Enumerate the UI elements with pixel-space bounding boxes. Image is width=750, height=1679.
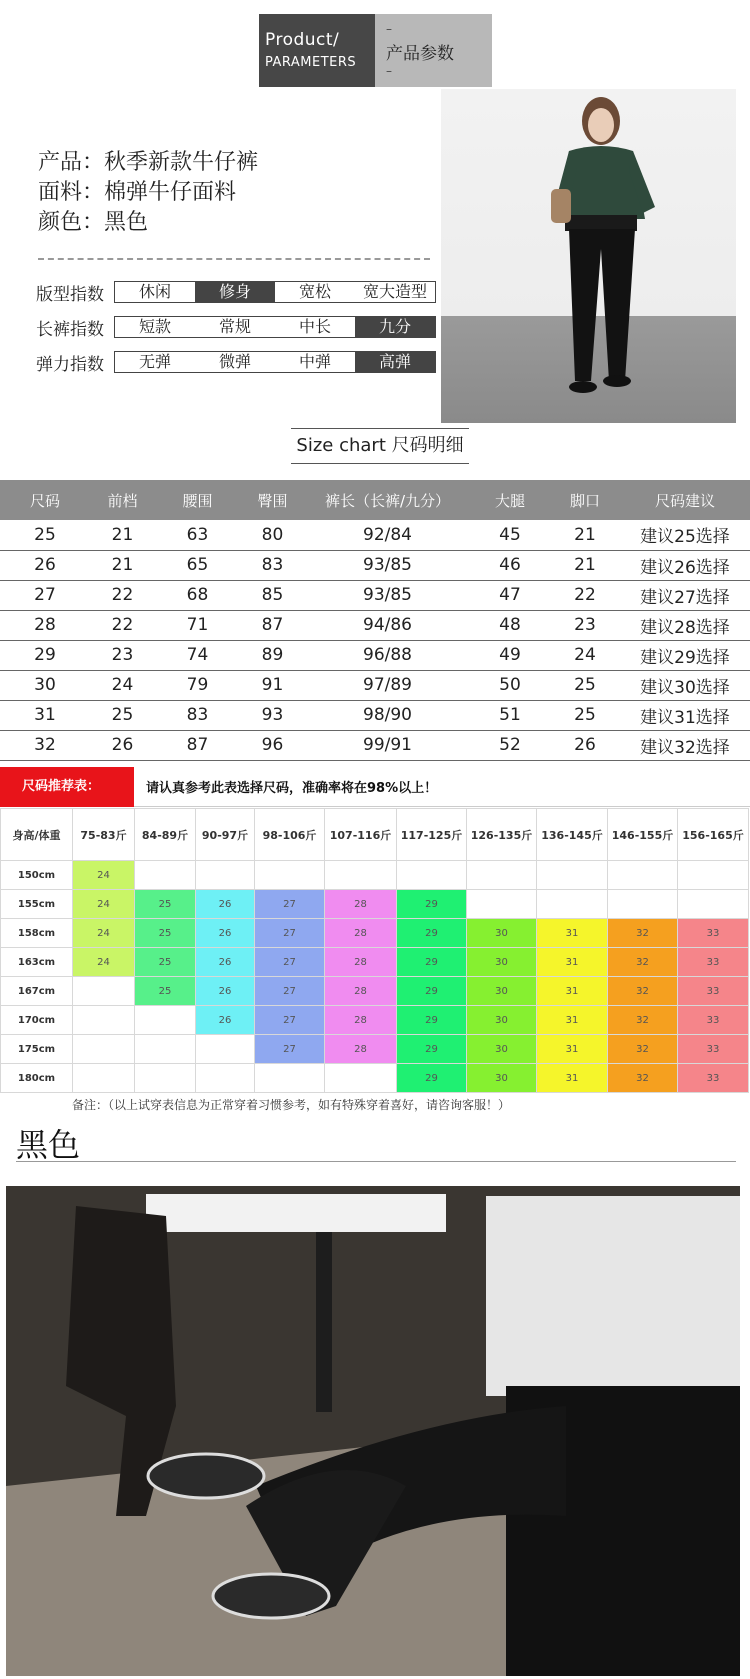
index-option: 短款	[138, 317, 171, 336]
recommend-size-cell: 26	[196, 890, 255, 919]
recommend-size-cell: 33	[678, 919, 749, 948]
recommend-size-cell	[467, 890, 537, 919]
recommend-size-cell: 27	[255, 919, 325, 948]
recommend-corner-cell: 身高/体重	[1, 809, 73, 861]
size-table-cell: 80	[240, 520, 305, 550]
size-table-cell: 27	[0, 580, 90, 610]
size-table-cell: 建议26选择	[620, 550, 750, 580]
size-table-cell: 92/84	[305, 520, 470, 550]
size-table	[0, 480, 750, 761]
recommend-size-cell: 32	[608, 977, 678, 1006]
table-row	[0, 730, 750, 760]
size-table-cell: 51	[470, 700, 550, 730]
recommend-size-cell	[73, 1006, 135, 1035]
size-table-cell: 24	[90, 670, 155, 700]
recommend-size-cell: 30	[467, 1035, 537, 1064]
recommend-size-cell	[255, 861, 325, 890]
recommend-weight-header: 156-165斤	[678, 809, 749, 861]
size-table-cell: 94/86	[305, 610, 470, 640]
size-table-cell: 98/90	[305, 700, 470, 730]
recommend-size-cell: 27	[255, 1035, 325, 1064]
table-row	[0, 640, 750, 670]
size-table-cell: 49	[470, 640, 550, 670]
recommend-size-cell	[325, 1064, 397, 1093]
header-en-line2: PARAMETERS	[265, 55, 357, 70]
recommend-size-cell: 33	[678, 948, 749, 977]
index-row-label: 版型指数	[36, 284, 104, 305]
recommend-banner-label: 尺码推荐表：	[0, 767, 134, 807]
recommend-size-cell: 31	[537, 1006, 608, 1035]
size-table-cell: 97/89	[305, 670, 470, 700]
index-row-label: 长裤指数	[36, 319, 104, 340]
size-table-cell: 25	[90, 700, 155, 730]
index-option: 宽大造型	[362, 282, 427, 301]
recommend-size-cell: 31	[537, 919, 608, 948]
recommend-size-cell: 26	[196, 1006, 255, 1035]
recommend-size-cell: 32	[608, 1064, 678, 1093]
recommend-size-cell: 29	[397, 977, 467, 1006]
recommend-size-cell: 24	[73, 861, 135, 890]
size-table-cell: 22	[90, 610, 155, 640]
model-figure	[441, 89, 736, 423]
index-option: 休闲	[138, 282, 171, 301]
size-table-cell: 31	[0, 700, 90, 730]
recommend-size-cell: 31	[537, 977, 608, 1006]
recommend-weight-header: 98-106斤	[255, 809, 325, 861]
recommend-size-cell: 25	[135, 919, 196, 948]
size-table-cell: 91	[240, 670, 305, 700]
recommend-header-row	[1, 809, 749, 861]
header-en-line1: Product/	[265, 30, 340, 50]
size-table-cell: 25	[550, 670, 620, 700]
color-heading: 黑色	[16, 1126, 81, 1164]
size-table-cell: 68	[155, 580, 240, 610]
recommend-size-cell	[397, 861, 467, 890]
index-option: 微弹	[218, 352, 251, 371]
recommend-size-cell: 30	[467, 919, 537, 948]
index-option: 中长	[298, 317, 331, 336]
header-dash-bottom: –	[386, 64, 392, 78]
header-dash-top: –	[386, 22, 392, 36]
size-table-cell: 26	[0, 550, 90, 580]
size-table-header-cell: 尺码	[0, 480, 90, 520]
size-table-cell: 25	[0, 520, 90, 550]
recommend-size-cell: 33	[678, 977, 749, 1006]
recommend-size-cell: 30	[467, 1006, 537, 1035]
table-row	[0, 700, 750, 730]
recommend-size-cell	[608, 890, 678, 919]
recommend-weight-header: 75-83斤	[73, 809, 135, 861]
recommend-height-cell: 150cm	[1, 861, 73, 890]
info-divider	[38, 258, 430, 260]
recommend-size-cell	[73, 1064, 135, 1093]
header-cn-label: 产品参数	[386, 44, 454, 64]
recommend-size-cell: 25	[135, 977, 196, 1006]
parameters-header	[259, 14, 492, 87]
product-name: 产品：秋季新款牛仔裤	[38, 150, 259, 175]
recommend-size-cell: 25	[135, 890, 196, 919]
size-table-cell: 23	[90, 640, 155, 670]
recommend-size-cell: 24	[73, 948, 135, 977]
size-table-cell: 83	[240, 550, 305, 580]
size-table-cell: 建议29选择	[620, 640, 750, 670]
size-table-cell: 22	[90, 580, 155, 610]
table-row	[1, 1064, 749, 1093]
recommend-size-cell	[196, 1035, 255, 1064]
table-row	[0, 670, 750, 700]
index-row	[36, 280, 436, 304]
size-table-cell: 21	[550, 520, 620, 550]
size-table-cell: 21	[550, 550, 620, 580]
size-table-cell: 21	[90, 520, 155, 550]
size-table-cell: 87	[155, 730, 240, 760]
size-table-cell: 93	[240, 700, 305, 730]
size-table-cell: 89	[240, 640, 305, 670]
product-fabric: 面料：棉弹牛仔面料	[38, 180, 237, 205]
recommend-size-cell: 32	[608, 1035, 678, 1064]
recommend-height-cell: 155cm	[1, 890, 73, 919]
recommend-size-cell: 31	[537, 1035, 608, 1064]
size-table-header-cell: 脚口	[550, 480, 620, 520]
size-table-cell: 25	[550, 700, 620, 730]
recommend-height-cell: 180cm	[1, 1064, 73, 1093]
index-option: 中弹	[298, 352, 331, 371]
index-option: 无弹	[138, 352, 171, 371]
recommend-note: 备注：（以上试穿表信息为正常穿着习惯参考，如有特殊穿着喜好，请咨询客服！）	[72, 1098, 511, 1112]
size-table-cell: 23	[550, 610, 620, 640]
size-table-cell: 65	[155, 550, 240, 580]
recommend-weight-header: 90-97斤	[196, 809, 255, 861]
recommend-size-cell	[325, 861, 397, 890]
size-table-cell: 63	[155, 520, 240, 550]
size-table-header-cell: 大腿	[470, 480, 550, 520]
recommend-weight-header: 117-125斤	[397, 809, 467, 861]
size-table-cell: 96/88	[305, 640, 470, 670]
index-option-group	[114, 351, 436, 373]
size-table-cell: 45	[470, 520, 550, 550]
table-row	[1, 1006, 749, 1035]
detail-photo-scene	[6, 1186, 740, 1676]
recommend-table	[0, 808, 749, 1093]
recommend-size-cell: 26	[196, 919, 255, 948]
color-heading-underline	[16, 1161, 736, 1162]
recommend-size-cell	[73, 977, 135, 1006]
recommend-size-cell: 30	[467, 948, 537, 977]
size-table-cell: 30	[0, 670, 90, 700]
size-table-cell: 79	[155, 670, 240, 700]
index-option-selected: 修身	[195, 282, 275, 302]
recommend-height-cell: 163cm	[1, 948, 73, 977]
size-chart-title: Size chart 尺码明细	[291, 428, 469, 464]
table-row	[1, 890, 749, 919]
size-table-cell: 建议31选择	[620, 700, 750, 730]
recommend-size-cell: 29	[397, 948, 467, 977]
table-row	[0, 580, 750, 610]
recommend-size-cell: 28	[325, 890, 397, 919]
recommend-size-cell: 25	[135, 948, 196, 977]
product-color: 颜色：黑色	[38, 210, 149, 235]
recommend-size-cell: 28	[325, 1006, 397, 1035]
size-table-cell: 52	[470, 730, 550, 760]
table-row	[0, 610, 750, 640]
size-table-cell: 48	[470, 610, 550, 640]
size-table-cell: 32	[0, 730, 90, 760]
table-row	[1, 1035, 749, 1064]
recommend-size-cell: 29	[397, 1006, 467, 1035]
recommend-weight-header: 107-116斤	[325, 809, 397, 861]
size-table-cell: 99/91	[305, 730, 470, 760]
recommend-size-cell: 32	[608, 948, 678, 977]
index-option-group	[114, 316, 436, 338]
recommend-size-cell: 24	[73, 890, 135, 919]
recommend-size-cell: 32	[608, 919, 678, 948]
recommend-size-cell: 27	[255, 977, 325, 1006]
recommend-size-cell	[678, 890, 749, 919]
recommend-size-cell: 29	[397, 919, 467, 948]
recommend-size-cell	[467, 861, 537, 890]
product-info	[38, 148, 258, 238]
index-row	[36, 315, 436, 339]
size-table-header-cell: 裤长（长裤/九分）	[305, 480, 470, 520]
size-table-cell: 93/85	[305, 550, 470, 580]
recommend-size-cell: 28	[325, 1035, 397, 1064]
recommend-size-cell: 33	[678, 1035, 749, 1064]
table-row	[1, 919, 749, 948]
recommend-size-cell	[678, 861, 749, 890]
index-option-group	[114, 281, 436, 303]
size-table-cell: 46	[470, 550, 550, 580]
index-option-selected: 高弹	[355, 352, 435, 372]
size-table-cell: 26	[90, 730, 155, 760]
recommend-size-cell	[135, 1035, 196, 1064]
size-table-cell: 建议27选择	[620, 580, 750, 610]
parameters-header-en	[259, 14, 375, 87]
recommend-size-cell	[255, 1064, 325, 1093]
recommend-size-cell: 33	[678, 1064, 749, 1093]
model-photo	[441, 89, 736, 423]
size-table-cell: 85	[240, 580, 305, 610]
size-table-cell: 建议25选择	[620, 520, 750, 550]
recommend-size-cell: 26	[196, 948, 255, 977]
size-table-cell: 28	[0, 610, 90, 640]
recommend-weight-header: 146-155斤	[608, 809, 678, 861]
parameters-header-cn	[375, 14, 492, 87]
recommend-size-cell	[135, 1064, 196, 1093]
recommend-size-cell: 29	[397, 890, 467, 919]
recommend-height-cell: 170cm	[1, 1006, 73, 1035]
size-table-cell: 建议28选择	[620, 610, 750, 640]
size-table-header-cell: 臀围	[240, 480, 305, 520]
recommend-size-cell	[537, 861, 608, 890]
size-table-cell: 47	[470, 580, 550, 610]
size-table-cell: 24	[550, 640, 620, 670]
recommend-size-cell: 27	[255, 948, 325, 977]
recommend-size-cell: 27	[255, 1006, 325, 1035]
size-table-header-cell: 前档	[90, 480, 155, 520]
recommend-size-cell: 24	[73, 919, 135, 948]
recommend-size-cell: 26	[196, 977, 255, 1006]
size-table-cell: 96	[240, 730, 305, 760]
size-table-header-row	[0, 480, 750, 520]
recommend-height-cell: 167cm	[1, 977, 73, 1006]
recommend-size-cell: 31	[537, 1064, 608, 1093]
index-option-selected: 九分	[355, 317, 435, 337]
recommend-size-cell: 30	[467, 1064, 537, 1093]
recommend-size-cell	[73, 1035, 135, 1064]
recommend-size-cell: 32	[608, 1006, 678, 1035]
recommend-size-cell	[537, 890, 608, 919]
size-table-header-cell: 尺码建议	[620, 480, 750, 520]
recommend-size-cell: 30	[467, 977, 537, 1006]
recommend-height-cell: 158cm	[1, 919, 73, 948]
size-table-cell: 50	[470, 670, 550, 700]
size-table-cell: 29	[0, 640, 90, 670]
index-row-label: 弹力指数	[36, 354, 104, 375]
recommend-size-cell	[196, 861, 255, 890]
recommend-size-cell: 28	[325, 948, 397, 977]
index-option: 宽松	[298, 282, 331, 301]
recommend-size-cell: 31	[537, 948, 608, 977]
size-table-cell: 建议32选择	[620, 730, 750, 760]
size-table-cell: 74	[155, 640, 240, 670]
recommend-banner-text: 请认真参考此表选择尺码，准确率将在98%以上！	[146, 781, 438, 796]
size-table-header-cell: 腰围	[155, 480, 240, 520]
index-option: 常规	[218, 317, 251, 336]
recommend-size-cell: 29	[397, 1035, 467, 1064]
table-row	[1, 861, 749, 890]
recommend-size-cell: 27	[255, 890, 325, 919]
recommend-size-cell: 29	[397, 1064, 467, 1093]
recommend-size-cell	[196, 1064, 255, 1093]
recommend-weight-header: 136-145斤	[537, 809, 608, 861]
product-detail-photo	[6, 1186, 740, 1676]
recommend-size-cell	[135, 861, 196, 890]
recommend-size-cell	[608, 861, 678, 890]
recommend-size-cell: 28	[325, 919, 397, 948]
size-table-cell: 83	[155, 700, 240, 730]
recommend-size-cell	[135, 1006, 196, 1035]
recommend-weight-header: 84-89斤	[135, 809, 196, 861]
size-table-cell: 93/85	[305, 580, 470, 610]
recommend-size-cell: 33	[678, 1006, 749, 1035]
size-table-cell: 22	[550, 580, 620, 610]
recommend-size-cell: 28	[325, 977, 397, 1006]
size-table-cell: 26	[550, 730, 620, 760]
recommend-height-cell: 175cm	[1, 1035, 73, 1064]
size-table-cell: 87	[240, 610, 305, 640]
recommend-weight-header: 126-135斤	[467, 809, 537, 861]
size-table-cell: 建议30选择	[620, 670, 750, 700]
size-table-cell: 21	[90, 550, 155, 580]
table-row	[1, 977, 749, 1006]
table-row	[1, 948, 749, 977]
table-row	[0, 520, 750, 550]
recommend-banner	[0, 767, 750, 807]
table-row	[0, 550, 750, 580]
index-row	[36, 350, 436, 374]
size-table-cell: 71	[155, 610, 240, 640]
